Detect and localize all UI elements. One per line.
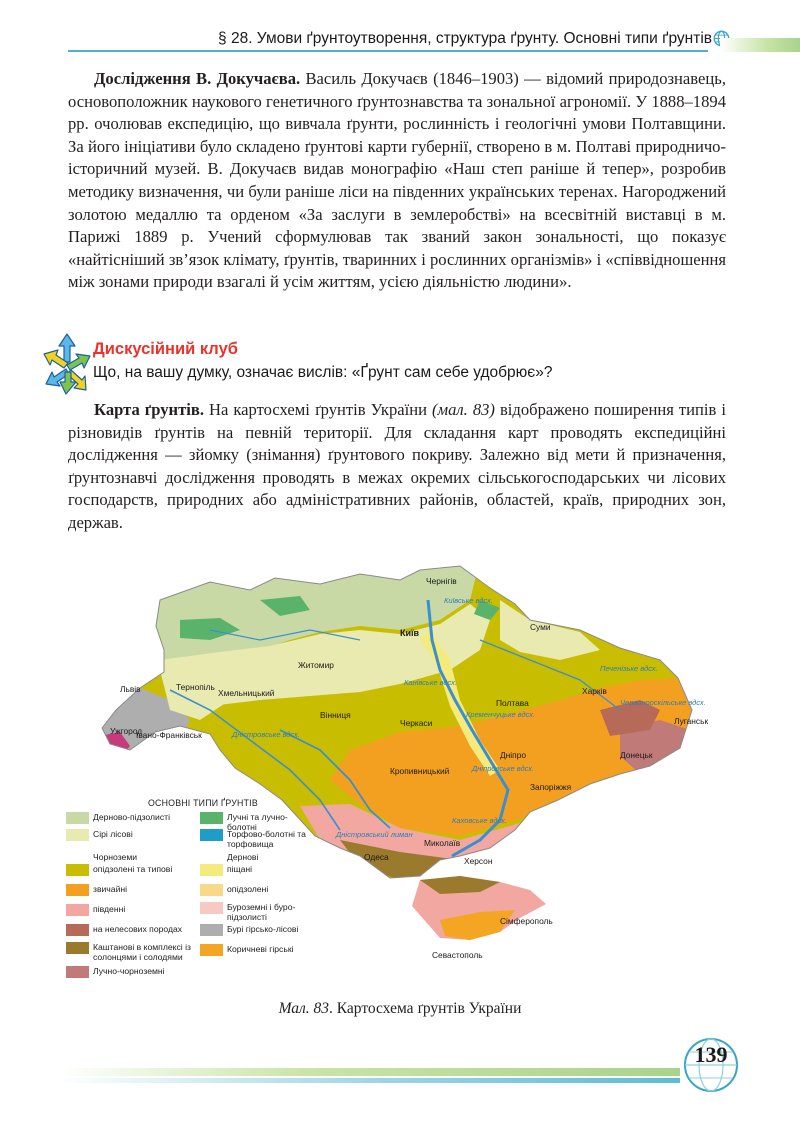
water-label-chervonooskil-reservoir: Червонооскільське вдсх.: [620, 698, 706, 707]
paragraph-text: На картосхемі ґрунтів України: [203, 400, 433, 419]
city-label-kropyvnytskyi: Кропивницький: [390, 766, 450, 776]
water-label-dnipro-reservoir: Дніпровське вдсх.: [472, 764, 535, 773]
water-label-kyiv-reservoir: Київське вдсх.: [444, 596, 493, 605]
paragraph-lead: Дослідження В. Докучаєва.: [94, 69, 301, 88]
discussion-arrows-icon: [40, 332, 94, 396]
paragraph-text: Василь Докучаєв (1846–1903) — відомий природознавець, основоположник наукового генетичного ґрунтознавства та зональної агрономії. У 1888–1894 рр. очолював експедицію, що вивчала ґрунти, рослинність і геологічні умови Полтавщини. За його ініціативи було складено ґрунтові карти губернії, створено в м. Полтаві природничо-історичний музей. В. Докучаєв видав монографію «Наш степ раніше й тепер», розробив методику визначення, чи були раніше ліси на південних українських теренах. Нагороджений золотою медаллю та орденом «За заслуги в землеробстві» на всесвітній виставці в м. Парижі 1889 р. Учений сформулював так званий закон зональності, що показує «найтісніший зв’язок клімату, ґрунтів, тваринних і рослинних організмів» і «співвідношення між зонами природи взагалі й усім життям, усією діяльністю людини».: [68, 69, 726, 292]
city-label-mykolaiv: Миколаїв: [424, 838, 461, 848]
page-header-title: § 28. Умови ґрунтоутворення, структура ґрунту. Основні типи ґрунтів: [218, 30, 712, 47]
legend-label: Лучно-чорноземні: [93, 966, 165, 976]
legend-label: Торфово-болотні та торфовища: [227, 829, 306, 849]
header-rule: [68, 50, 708, 52]
city-label-vinnytsia: Вінниця: [320, 710, 351, 720]
city-label-kherson: Херсон: [464, 856, 493, 866]
discussion-club-question: Що, на вашу думку, означає вислів: «Ґрунт сам себе удобрює»?: [93, 364, 553, 381]
legend-label: Буроземні і буро-підзолисті: [227, 902, 296, 922]
legend-swatch: [200, 812, 223, 824]
legend-label: опідзолені: [227, 884, 269, 894]
legend-item: [200, 812, 306, 832]
legend-swatch: [200, 944, 223, 956]
crimea: [412, 876, 546, 940]
legend-swatch: [200, 884, 223, 896]
legend-item: [200, 864, 252, 878]
legend-item: [200, 829, 310, 853]
discussion-club-title: Дискусійний клуб: [93, 340, 238, 358]
legend-swatch: [66, 812, 89, 824]
water-label-dniester-reservoir: Дністровське вдсх.: [232, 730, 300, 739]
paragraph-soil-map: [68, 399, 726, 535]
paragraph-lead: Карта ґрунтів.: [94, 400, 204, 419]
legend-item: [66, 884, 127, 898]
city-label-zhytomyr: Житомир: [298, 660, 334, 670]
legend-swatch: [200, 864, 223, 876]
legend-label: опідзолені та типові: [93, 864, 173, 874]
legend-label: Коричневі гірські: [227, 944, 294, 954]
legend-swatch: [200, 902, 223, 914]
legend-item: [66, 829, 133, 843]
legend-label: Дерново-підзолисті: [93, 812, 170, 822]
legend-label: Каштанові в комплексі із солонцями і солодями: [93, 942, 191, 962]
legend-label: звичайні: [93, 884, 128, 894]
city-label-chernihiv: Чернігів: [426, 576, 457, 586]
legend-item: [200, 944, 294, 958]
legend-item: [66, 864, 172, 878]
figure-caption: [0, 1000, 800, 1018]
legend-swatch: [66, 966, 89, 978]
paragraph-text: відображено поширення типів і різновидів ґрунтів на певній території. Для складання карт проводять експедиційні дослідження — зйомку (знімання) ґрунтового покриву. Залежно від мети й призначення, ґрунтознавчі дослідження проводять в межах окремих сільськогосподарських чи лісових господарств, природних або адміністративних районів, областей, країв, природних зон, держав.: [68, 400, 726, 532]
city-label-ternopil: Тернопіль: [176, 682, 215, 692]
city-label-lviv: Львів: [120, 684, 141, 694]
legend-swatch: [200, 924, 223, 936]
water-label-dniester-estuary: Дністровський лиман: [336, 830, 413, 839]
legend-item: [66, 812, 170, 826]
legend-item: [66, 904, 125, 918]
figure-reference: (мал. 83): [432, 400, 495, 419]
legend-swatch: [66, 924, 89, 936]
city-label-ivano-frankivsk: Івано-Франківськ: [136, 730, 202, 740]
legend-swatch: [200, 829, 223, 841]
water-label-pechenihy-reservoir: Печенізьке вдсх.: [600, 664, 658, 673]
city-label-luhansk: Луганськ: [674, 716, 709, 726]
city-label-donetsk: Донецьк: [620, 750, 653, 760]
legend-label: Бурі гірсько-лісові: [227, 924, 299, 934]
legend-label: на нелесових породах: [93, 924, 183, 934]
legend-label: Лучні та лучно-болотні: [227, 812, 288, 832]
city-label-kyiv: Київ: [400, 628, 420, 638]
legend-item: [200, 924, 298, 938]
legend-item: [66, 924, 182, 938]
legend-heading-dernovi: Дернові: [227, 852, 259, 862]
legend-swatch: [66, 904, 89, 916]
header-decor-bar: [720, 38, 800, 52]
city-label-dnipro: Дніпро: [500, 750, 527, 760]
legend-item: [200, 902, 310, 926]
legend-swatch: [66, 829, 89, 841]
city-label-kharkiv: Харків: [582, 686, 607, 696]
legend-title: ОСНОВНІ ТИПИ ҐРУНТІВ: [148, 798, 258, 808]
legend-swatch: [66, 884, 89, 896]
water-label-kremenchuk-reservoir: Кременчуцьке вдсх.: [466, 710, 536, 719]
legend-item: [200, 884, 268, 898]
city-label-sevastopol: Севастополь: [432, 950, 483, 960]
legend-label: південні: [93, 904, 126, 914]
soil-map: [60, 560, 800, 980]
page-header: [0, 0, 800, 60]
page-number: 139: [694, 1042, 728, 1067]
city-label-poltava: Полтава: [496, 698, 529, 708]
caption-ref: Мал. 83: [278, 1000, 330, 1017]
city-label-khmelnytskyi: Хмельницький: [218, 688, 275, 698]
legend-heading-chernozem: Чорноземи: [93, 852, 138, 862]
legend-label: Сірі лісові: [93, 829, 133, 839]
legend-swatch: [66, 942, 89, 954]
water-label-kakhovka-reservoir: Каховське вдсх.: [452, 816, 507, 825]
water-label-kaniv-reservoir: Канівське вдсх.: [404, 678, 457, 687]
city-label-zaporizhzhia: Запоріжжя: [530, 782, 572, 792]
city-label-uzhhorod: Ужгород: [110, 726, 143, 736]
paragraph-dokuchaev: [68, 68, 726, 294]
legend-item: [66, 942, 202, 966]
legend-swatch: [66, 864, 89, 876]
city-label-cherkasy: Черкаси: [400, 718, 433, 728]
legend-item: [66, 966, 165, 980]
city-label-odesa: Одеса: [364, 852, 389, 862]
city-label-sumy: Суми: [530, 622, 551, 632]
legend-label: піщані: [227, 864, 253, 874]
caption-text: . Картосхема ґрунтів України: [329, 1000, 522, 1017]
footer-decor-bar: [60, 1068, 680, 1076]
city-label-simferopol: Сімферополь: [500, 916, 553, 926]
footer-decor-bar: [60, 1078, 680, 1083]
